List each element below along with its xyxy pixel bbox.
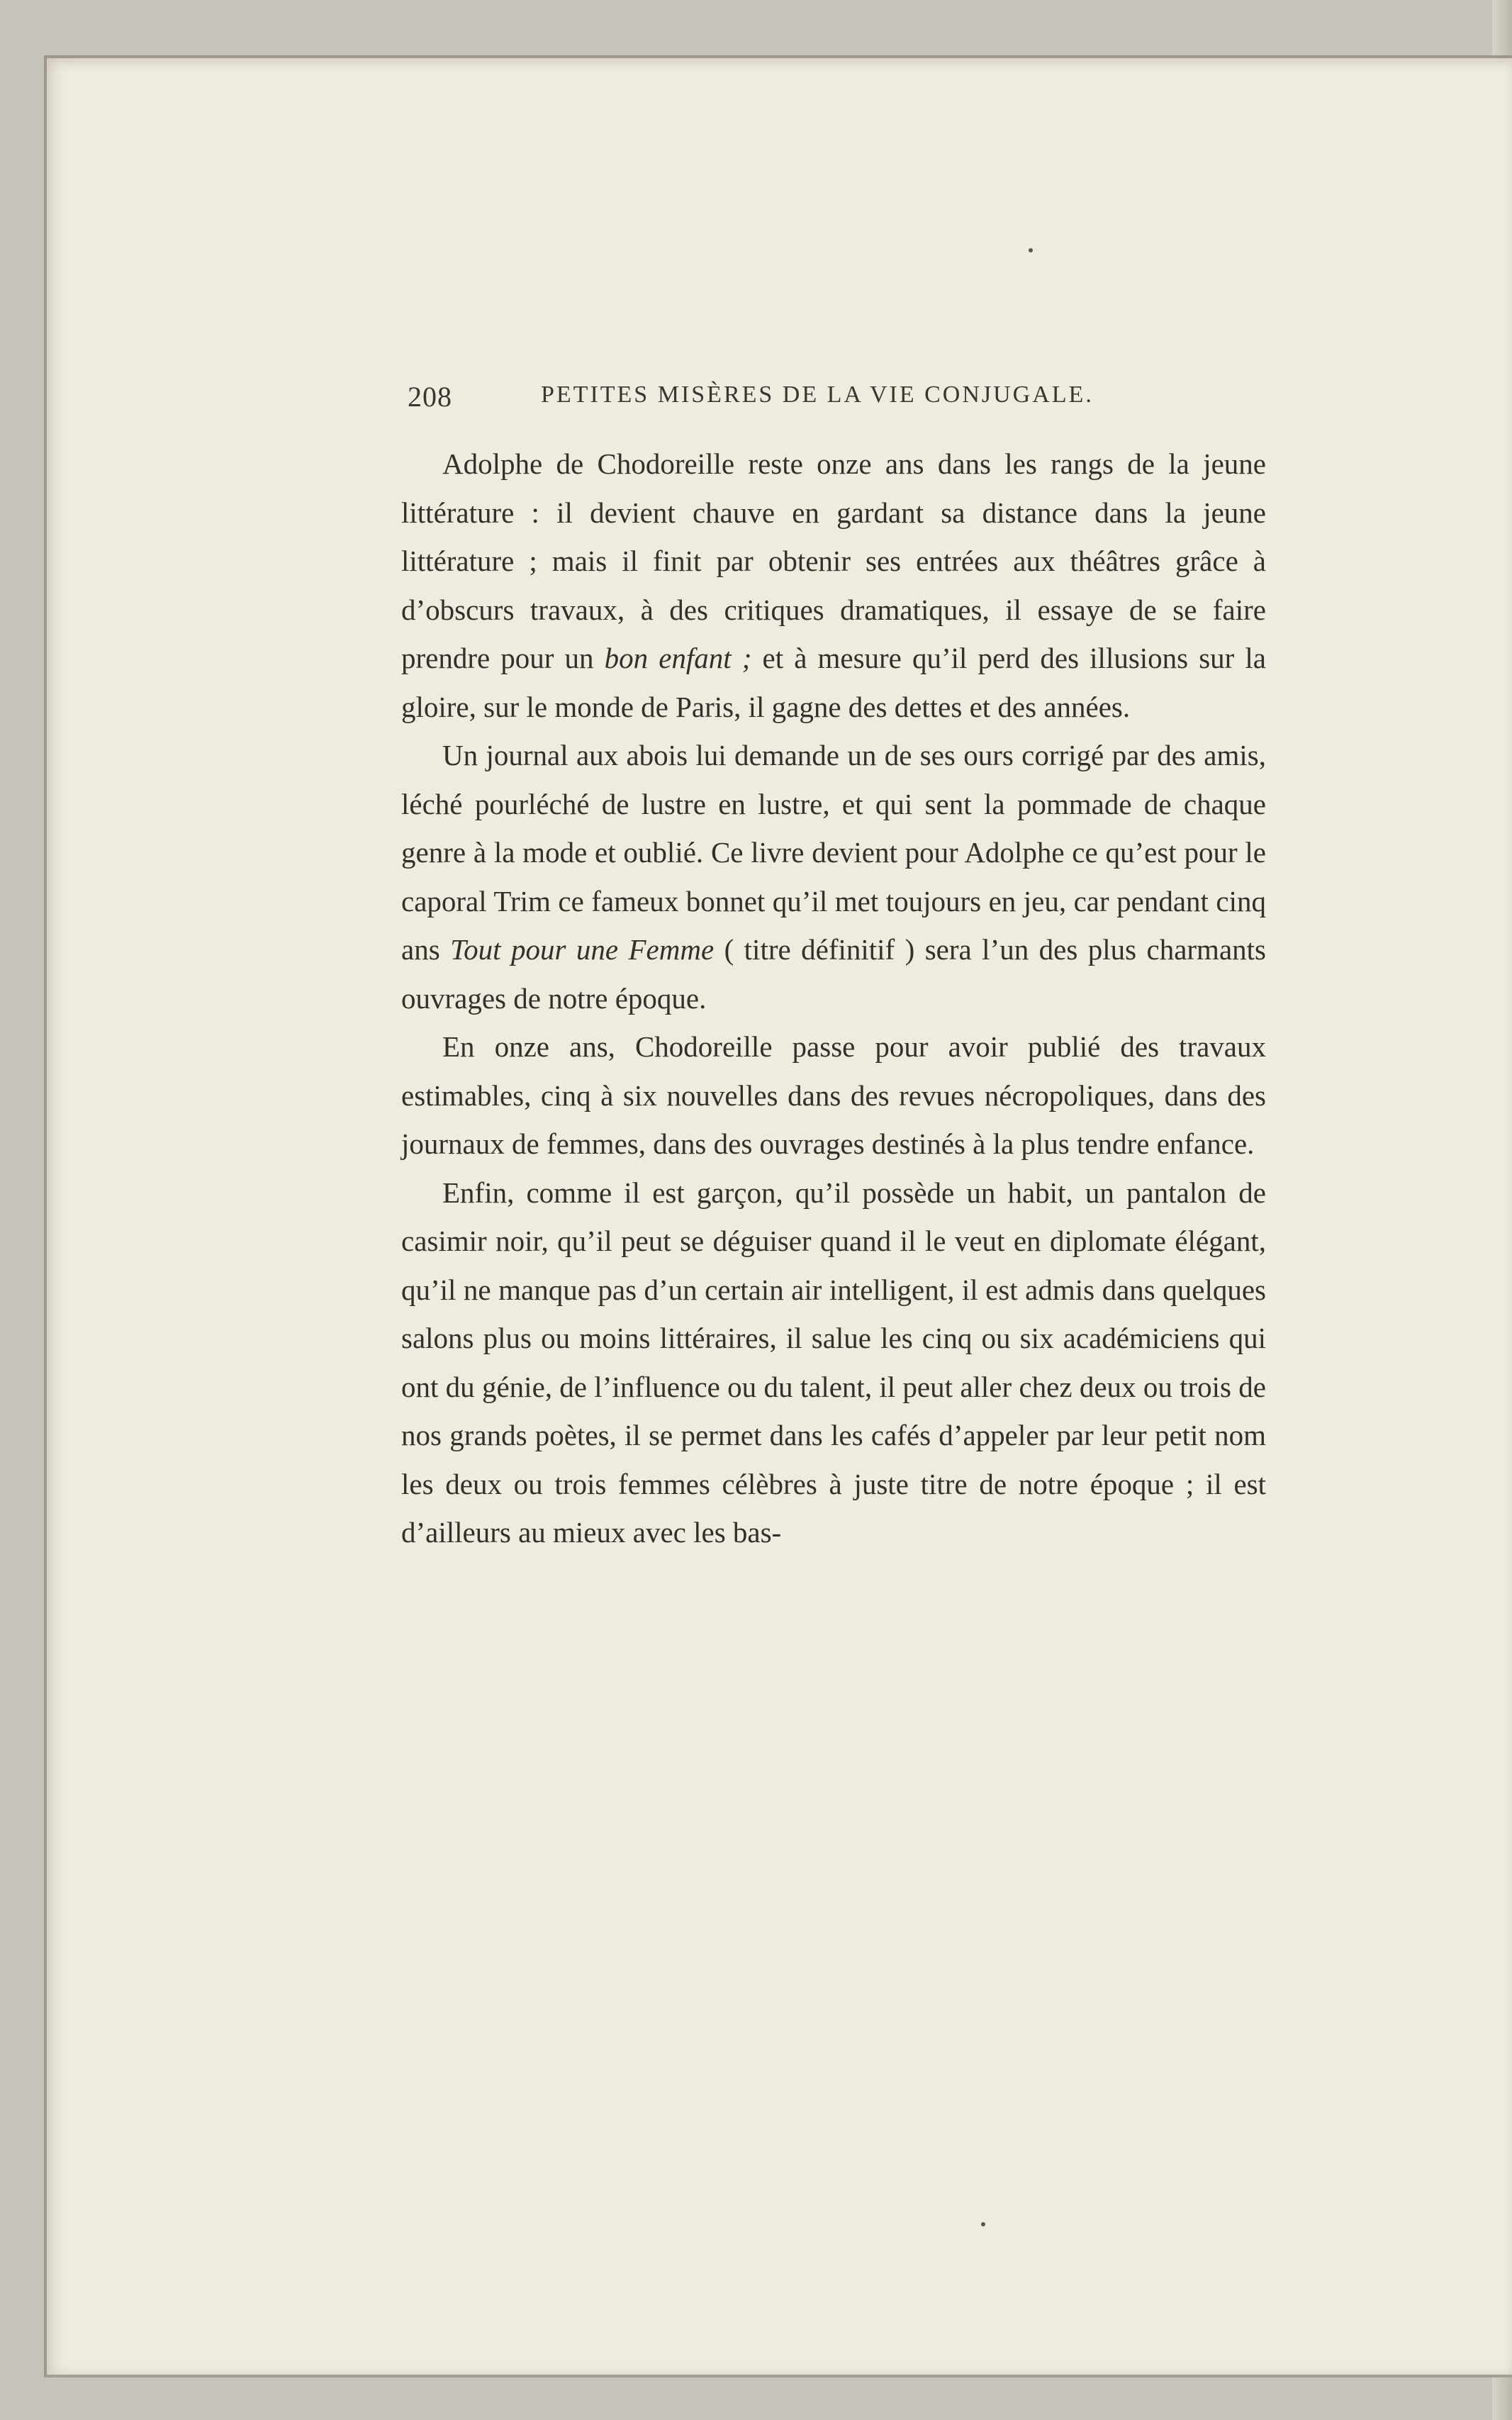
running-title: PETITES MISÈRES DE LA VIE CONJUGALE. <box>541 381 1094 408</box>
page-number: 208 <box>408 381 452 413</box>
paragraph-1: Adolphe de Chodoreille reste onze ans dans les rangs de la jeune littérature : il devient chauve en gardant sa distance dans la jeune littérature ; mais il finit par obtenir ses entrées aux théâtres grâce à d’obscurs travaux, à des critiques dramatiques, il essaye de se faire prendre pour un bon enfant ; et à mesure qu’il perd des illusions sur la gloire, sur le monde de Paris, il gagne des dettes et des années. <box>401 447 1267 723</box>
body-text <box>401 440 1266 1557</box>
italic-phrase: bon enfant ; <box>604 642 752 674</box>
paragraph-3: En onze ans, Chodoreille passe pour avoir publié des travaux estimables, cinq à six nouvelles dans des revues nécropoliques, dans des journaux de femmes, dans des ouvrages destinés à la plus tendre enfance. <box>401 1030 1266 1160</box>
paragraph-4: Enfin, comme il est garçon, qu’il possède un habit, un pantalon de casimir noir, qu’il peut se déguiser quand il le veut en diplomate élégant, qu’il ne manque pas d’un certain air intelligent, il est admis dans quelques salons plus ou moins littéraires, il salue les cinq ou six académiciens qui ont du génie, de l’influence ou du talent, il peut aller chez deux ou trois de nos grands poètes, il se permet dans les cafés d’appeler par leur petit nom les deux ou trois femmes célèbres à juste titre de notre époque ; il est d’ailleurs au mieux avec les bas- <box>401 1176 1266 1549</box>
page-speck <box>1029 248 1033 252</box>
book-title: Tout pour une Femme <box>450 933 715 966</box>
page-header <box>408 380 1184 423</box>
paragraph-2: Un journal aux abois lui demande un de ses ours corrigé par des amis, léché pourléché de lustre en lustre, et qui sent la pommade de chaque genre à la mode et oublié. Ce livre devient pour Adolphe ce qu’est pour le caporal Trim ce fameux bonnet qu’il met toujours en jeu, car pendant cinq ans Tout pour une Femme ( titre définitif ) sera l’un des plus charmants ouvrages de notre époque. <box>401 739 1266 1015</box>
page-speck <box>981 2222 985 2226</box>
